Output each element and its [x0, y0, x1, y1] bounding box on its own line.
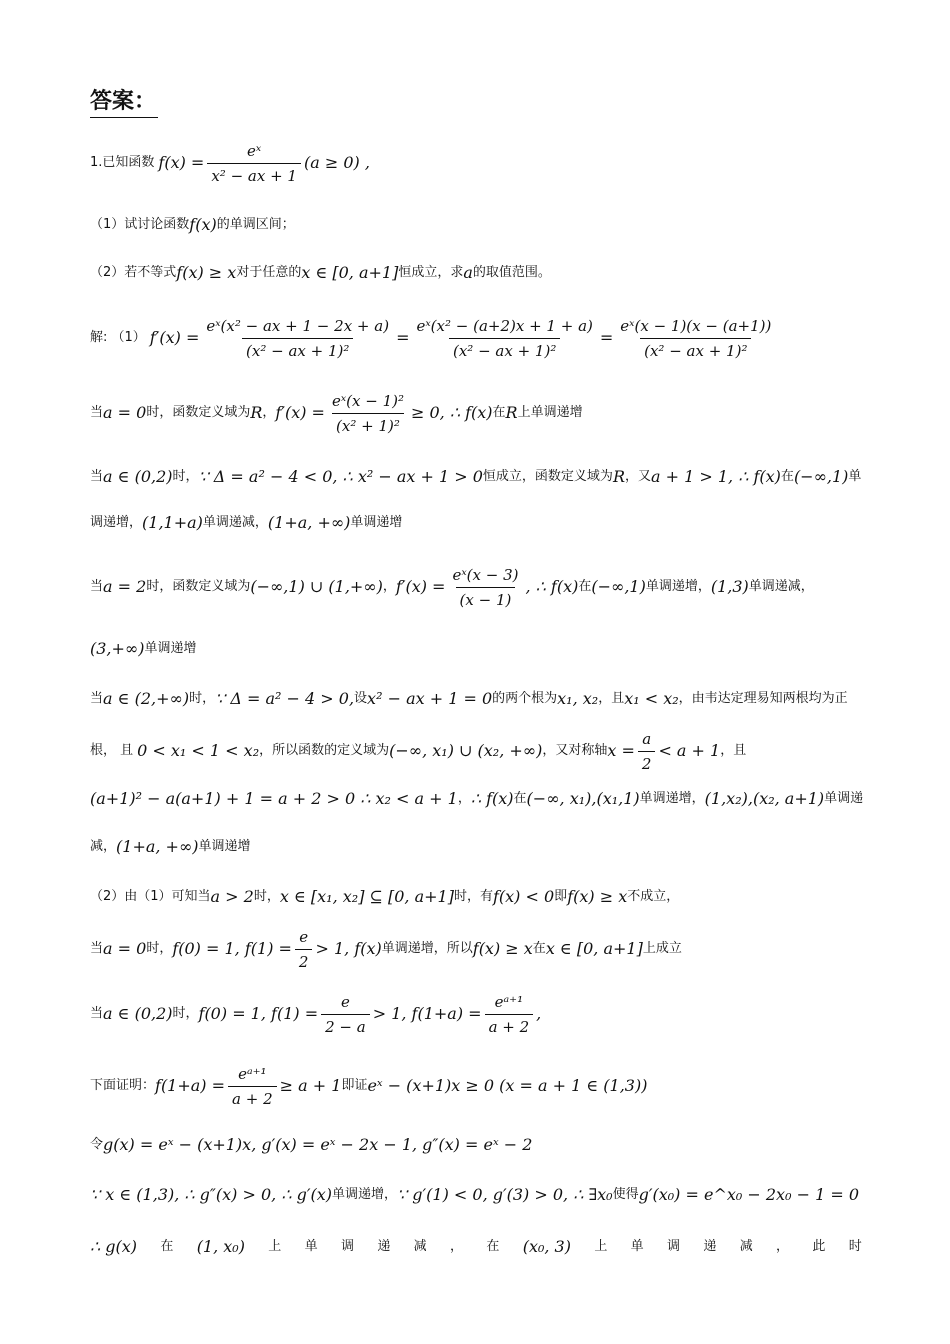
case-math: > 1, f(x) [315, 939, 382, 958]
case-a-two-continued [90, 638, 862, 660]
case-a-0-2-continued [90, 512, 862, 534]
function-numerator: eˣ [247, 141, 262, 160]
case-text: 时， [189, 691, 216, 706]
derivative-fraction-3 [616, 315, 775, 362]
proof-statement [90, 1062, 862, 1110]
case-text: 单调递减， [748, 579, 814, 594]
case-math: a + 1 > 1, ∴ f(x) [651, 467, 781, 486]
case-math: f(1+a) = [155, 1076, 226, 1095]
case-text: 在 [578, 579, 592, 594]
case-text: 在 [160, 1239, 174, 1254]
fraction-denominator: a + 2 [485, 1014, 534, 1038]
solution-derivative: 解: （1） f′(x) = $\frac{\text{eˣ(x² − ax + 1 − 2x + a)}}{\text{(x² − ax + 1)²}}$ = $\frac{\text{eˣ(x² − (a+2)x + 1 + a)}}{\text{(x² − ax + 1)²}}$ = $\frac{\text{eˣ(x − 1)(x − (a+1))}}{\text{(x² − ax + 1)²}}$ [90, 314, 862, 362]
case-math: (1,1+a) [142, 513, 203, 532]
case-text: 的两个根为 [492, 691, 558, 706]
case-fraction [228, 1063, 277, 1110]
case-text: 在 [486, 1239, 500, 1254]
derivative-numerator-2: eˣ(x² − (a+2)x + 1 + a) [416, 316, 593, 335]
answer-heading: 答案： [90, 84, 158, 118]
case-text: 此 [812, 1239, 826, 1254]
function-condition: (a ≥ 0) , [303, 153, 370, 172]
case-text: （2）由（1）可知当 [90, 889, 211, 904]
case-fraction [295, 926, 313, 973]
case-text: 单调递增，所以 [381, 941, 473, 956]
case-text: 当 [90, 941, 104, 956]
case-a-two [90, 564, 862, 610]
case-math: 0 < x₁ < 1 < x₂ [137, 741, 260, 760]
case-text: 递 [377, 1239, 391, 1254]
problem-prefix: 1.已知函数 [90, 155, 155, 170]
fraction-numerator: e [340, 992, 350, 1011]
derivative-numerator-1: eˣ(x² − ax + 1 − 2x + a) [206, 316, 390, 335]
case-text: 减， [90, 839, 117, 854]
question-1-math: f(x) [189, 215, 217, 234]
derivative-fraction-2 [412, 315, 596, 362]
case-text: ， [262, 405, 276, 420]
case-math: (1,x₂),(x₂, a+1) [704, 789, 825, 808]
function-lhs: f(x) = [158, 153, 205, 172]
derivative-denominator-1: (x² − ax + 1)² [242, 338, 353, 362]
case-text: 单调递增 [350, 515, 403, 530]
g-monotonic [90, 1184, 862, 1206]
question-2-text-b: 对于任意的 [236, 265, 302, 280]
case-text: 令 [90, 1137, 104, 1152]
case-math: f(0) = 1, f(1) = [198, 1004, 319, 1023]
case-text: 调 [667, 1239, 681, 1254]
case-text: ，又 [624, 469, 651, 484]
case-math: ≥ a + 1 [279, 1076, 342, 1095]
case-math: x² − ax + 1 = 0 [367, 689, 493, 708]
case-math: x ∈ [0, a+1] [545, 939, 643, 958]
case-text: 设 [354, 691, 368, 706]
case-math: , [536, 1004, 542, 1023]
case-text: 单 [304, 1239, 318, 1254]
case-math: eˣ − (x+1)x ≥ 0 (x = a + 1 ∈ (1,3)) [367, 1076, 648, 1095]
case-math: x = [607, 741, 635, 760]
fraction-numerator: eᵃ⁺¹ [238, 1064, 267, 1083]
case-text: ， [382, 579, 396, 594]
case-a-greater-2-line-3 [90, 788, 862, 810]
fraction-numerator: eˣ(x − 1)² [331, 391, 404, 410]
case-math: (−∞, x₁) ∪ (x₂, +∞) [389, 741, 543, 760]
case-text: 恒成立，函数定义域为 [482, 469, 613, 484]
case-text: 单调递增 [144, 641, 197, 656]
case-text: 减 [739, 1239, 753, 1254]
case-math: f(x) < 0 [492, 887, 555, 906]
case-text: ，又对称轴 [542, 743, 608, 758]
case-text: 上 [268, 1239, 282, 1254]
case-text: 当 [90, 469, 104, 484]
case-text: ， [776, 1239, 790, 1254]
case-text: 上成立 [642, 941, 682, 956]
case-math: f(x) ≥ x [567, 887, 628, 906]
case-math: (−∞, x₁),(x₁,1) [526, 789, 640, 808]
case-text: 下面证明： [90, 1078, 156, 1093]
part-2-case-a-0-2 [90, 990, 862, 1038]
case-math: f(x) ≥ x [472, 939, 533, 958]
question-1 [90, 214, 862, 236]
case-text: 时， [253, 889, 280, 904]
case-math: < a + 1 [658, 741, 721, 760]
case-math: R [505, 403, 518, 422]
fraction-denominator: 2 [295, 949, 313, 973]
case-text: 在 [492, 405, 506, 420]
part-2-case-a-zero [90, 926, 862, 972]
case-text: ， [450, 1239, 464, 1254]
fraction-numerator: eᵃ⁺¹ [494, 992, 524, 1011]
case-math: ∴ f(x) [470, 789, 514, 808]
case-math: (−∞,1) [591, 577, 646, 596]
case-a-zero [90, 390, 862, 436]
case-text: 调递增， [90, 515, 143, 530]
case-text: 时， [172, 469, 199, 484]
case-math: a > 2 [210, 887, 254, 906]
case-math: f(0) = 1, f(1) = [172, 939, 292, 958]
case-fraction [485, 991, 534, 1038]
derivative-denominator-3: (x² − ax + 1)² [640, 338, 751, 362]
question-2-interval: x ∈ [0, a+1] [301, 263, 399, 282]
case-math: g′(x₀) = e^x₀ − 2x₀ − 1 = 0 [638, 1185, 860, 1204]
case-math: a ∈ (2,+∞) [103, 689, 190, 708]
case-math: ∴ g(x) [90, 1237, 138, 1256]
case-math: > 1, f(1+a) = [372, 1004, 482, 1023]
solution-label: 解: （1） [90, 330, 146, 345]
question-2-text-c: 恒成立，求 [398, 265, 464, 280]
case-text: 在 [513, 791, 527, 806]
question-2-text-a: （2）若不等式 [90, 265, 177, 280]
case-math: (−∞,1) ∪ (1,+∞) [250, 577, 383, 596]
fraction-denominator: 2 [638, 751, 656, 775]
define-g [90, 1134, 862, 1156]
case-math: x ∈ [x₁, x₂] ⊆ [0, a+1] [279, 887, 454, 906]
fraction-denominator: (x² + 1)² [332, 413, 404, 437]
case-text: 时， [146, 941, 173, 956]
case-text: 当 [90, 405, 104, 420]
case-text: 时， [172, 1006, 199, 1021]
case-math: a = 2 [103, 577, 147, 596]
case-math: (1,3) [710, 577, 749, 596]
case-text: 时，有 [453, 889, 493, 904]
case-text: 时 [848, 1239, 862, 1254]
question-1-text-a: （1）试讨论函数 [90, 217, 190, 232]
case-math: a = 0 [103, 403, 147, 422]
case-math: a ∈ (0,2) [103, 1004, 173, 1023]
case-text: 当 [90, 691, 104, 706]
case-text: 不成立， [627, 889, 680, 904]
case-math: R [250, 403, 263, 422]
case-a-greater-2-line-2 [90, 728, 862, 774]
g-decreasing-line [90, 1236, 862, 1258]
question-2 [90, 262, 862, 284]
case-text: 在 [532, 941, 546, 956]
fraction-numerator: e [299, 927, 309, 946]
case-math: ∵ x ∈ (1,3), ∴ g″(x) > 0, ∴ g′(x) [90, 1185, 332, 1204]
case-math: f′(x) = [395, 577, 446, 596]
case-math: a = 0 [103, 939, 147, 958]
case-math: a ∈ (0,2) [103, 467, 173, 486]
function-fraction [207, 140, 301, 187]
case-fraction [328, 390, 408, 437]
question-2-inequality: f(x) ≥ x [176, 263, 237, 282]
problem-statement [90, 140, 862, 186]
case-math: (1, x₀) [196, 1237, 245, 1256]
fraction-numerator: eˣ(x − 3) [452, 565, 519, 584]
case-math: ≥ 0, ∴ f(x) [410, 403, 493, 422]
case-fraction [321, 991, 370, 1038]
case-text: 当 [90, 1006, 104, 1021]
case-math: x₁ < x₂ [624, 689, 679, 708]
case-text: 即 [554, 889, 568, 904]
case-text: 使得 [612, 1187, 639, 1202]
fraction-numerator: a [642, 729, 652, 748]
case-text: ，且 [598, 691, 625, 706]
derivative-lhs: f′(x) = [149, 328, 200, 347]
derivative-numerator-3: eˣ(x − 1)(x − (a+1)) [620, 316, 772, 335]
question-2-text-d: 的取值范围。 [472, 265, 551, 280]
case-math: , ∴ f(x) [525, 577, 579, 596]
case-text: 递 [703, 1239, 717, 1254]
fraction-denominator: a + 2 [228, 1086, 277, 1110]
case-math: ∵ Δ = a² − 4 > 0, [215, 689, 355, 708]
case-text: 时，函数定义域为 [146, 405, 251, 420]
case-a-greater-2-line-4 [90, 836, 862, 858]
case-math: ∵ Δ = a² − 4 < 0, ∴ x² − ax + 1 > 0 [198, 467, 483, 486]
case-math: (1+a, +∞) [116, 837, 199, 856]
case-math: (−∞,1) [793, 467, 849, 486]
question-2-variable: a [463, 263, 473, 282]
case-math: (1+a, +∞) [267, 513, 351, 532]
case-math: (3,+∞) [90, 639, 145, 658]
case-text: 单调递减， [202, 515, 268, 530]
case-math: ∵ g′(1) < 0, g′(3) > 0, ∴ ∃x₀ [397, 1185, 613, 1204]
case-text: 单 [848, 469, 862, 484]
question-1-text-b: 的单调区间； [216, 217, 295, 232]
part-2-intro [90, 886, 862, 908]
case-text: 减 [413, 1239, 427, 1254]
case-math: x₁, x₂ [557, 689, 599, 708]
fraction-denominator: 2 − a [321, 1014, 370, 1038]
case-math: f′(x) = [275, 403, 325, 422]
function-denominator: x² − ax + 1 [207, 163, 301, 187]
case-text: 单调递增 [198, 839, 251, 854]
case-fraction [448, 564, 522, 611]
case-text: 当 [90, 579, 104, 594]
case-text: ，所以函数的定义域为 [259, 743, 390, 758]
case-text: 上单调递增 [517, 405, 583, 420]
case-text: 单调递 [824, 791, 864, 806]
case-text: ，且 [720, 743, 747, 758]
case-text: 上 [594, 1239, 608, 1254]
case-text: 时，函数定义域为 [146, 579, 251, 594]
case-text: 单调递增， [639, 791, 705, 806]
case-math: (a+1)² − a(a+1) + 1 = a + 2 > 0 ∴ x₂ < a + 1 [90, 789, 458, 808]
case-a-greater-2 [90, 688, 862, 710]
derivative-denominator-2: (x² − ax + 1)² [449, 338, 560, 362]
case-text: 调 [340, 1239, 354, 1254]
axis-fraction [638, 728, 656, 775]
case-a-0-2 [90, 466, 862, 488]
fraction-denominator: (x − 1) [456, 587, 516, 611]
case-text: 即证 [341, 1078, 368, 1093]
case-text: ， [457, 791, 471, 806]
case-math: (x₀, 3) [522, 1237, 571, 1256]
case-text: 单 [630, 1239, 644, 1254]
case-text: 在 [780, 469, 794, 484]
case-text: ，由韦达定理易知两根均为正 [678, 691, 848, 706]
case-text: 单调递增， [645, 579, 711, 594]
case-text: 单调递增， [331, 1187, 397, 1202]
case-math: R [612, 467, 625, 486]
case-text: 根， 且 [90, 743, 134, 758]
derivative-fraction-1 [202, 315, 393, 362]
case-math: g(x) = eˣ − (x+1)x, g′(x) = eˣ − 2x − 1, g″(x) = eˣ − 2 [103, 1135, 533, 1154]
